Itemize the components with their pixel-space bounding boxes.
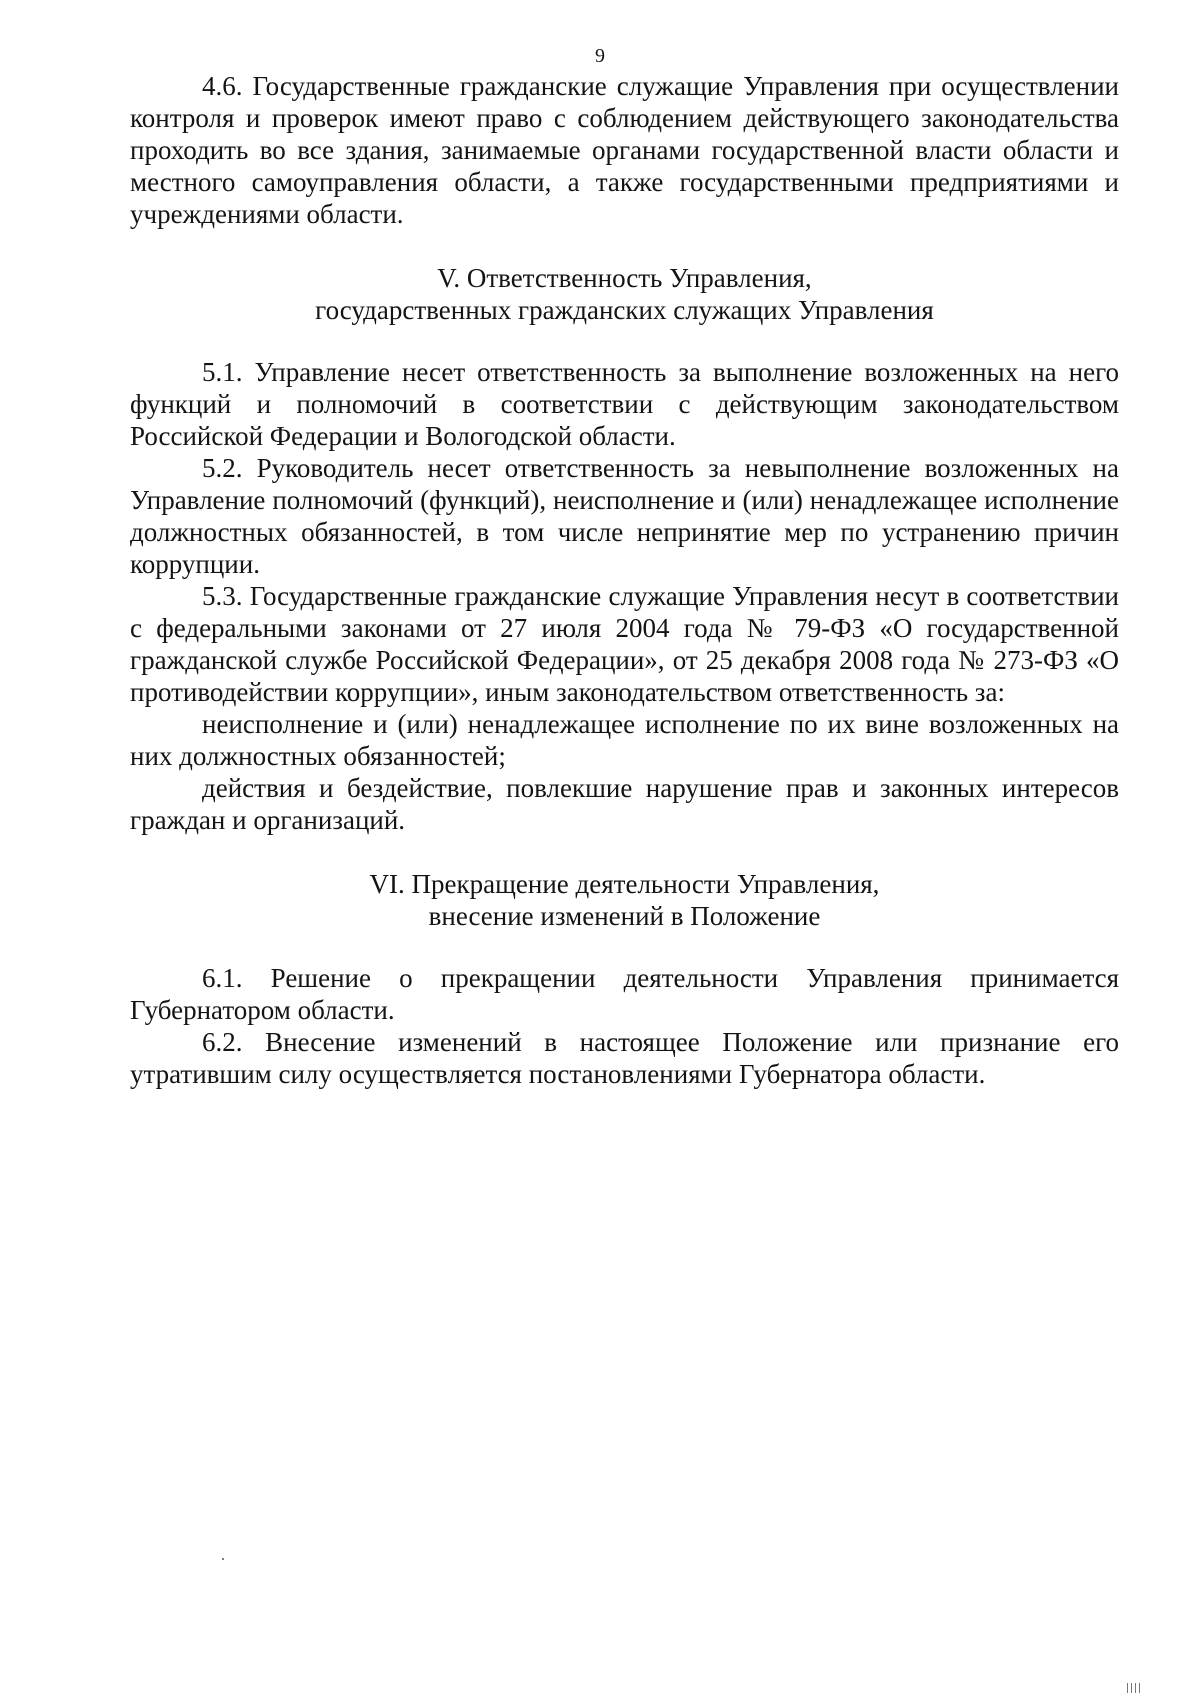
scan-mark (1131, 1683, 1132, 1693)
paragraph-5-3: 5.3. Государственные гражданские служащие Управления несут в соответствии с федеральными законами от 27 июля 2004 года № 79-ФЗ «О государственной гражданской службе Российской Федерации», от 25 декабря 2008 года № 273-ФЗ «О противодействии коррупции», иным законодательством ответственность за: (130, 581, 1119, 707)
section-6-heading-line1: VI. Прекращение деятельности Управления, (369, 869, 880, 899)
paragraph-6-1: 6.1. Решение о прекращении деятельности Управления принимается Губернатором области. (130, 963, 1119, 1025)
scan-edge-marks (1127, 1683, 1140, 1693)
section-5-heading-line2: государственных гражданских служащих Управления (315, 295, 934, 325)
section-6-heading (130, 868, 1119, 932)
scan-mark (1139, 1683, 1140, 1693)
paragraph-5-2: 5.2. Руководитель несет ответственность за невыполнение возложенных на Управление полномочий (функций), неисполнение и (или) ненадлежащее исполнение должностных обязанностей, в том числе непринятие мер по устранению причин коррупции. (130, 453, 1119, 579)
document-body (130, 70, 1119, 1090)
section-5-heading-line1: V. Ответственность Управления, (437, 263, 812, 293)
paragraph-4-6: 4.6. Государственные гражданские служащие Управления при осуществлении контроля и проверок имеют право с соблюдением действующего законодательства проходить во все здания, занимаемые органами государственной власти области и местного самоуправления области, а также государственными предприятиями и учреждениями области. (130, 71, 1119, 229)
paragraph-6-2: 6.2. Внесение изменений в настоящее Положение или признание его утратившим силу осуществляется постановлениями Губернатора области. (130, 1027, 1119, 1089)
scan-mark (1127, 1683, 1128, 1693)
scan-speck (222, 1558, 224, 1560)
section-5-heading (130, 262, 1119, 326)
paragraph-5-3-item-a: неисполнение и (или) ненадлежащее исполнение по их вине возложенных на них должностных обязанностей; (130, 709, 1119, 771)
section-6-heading-line2: внесение изменений в Положение (428, 901, 821, 931)
paragraph-5-3-item-b: действия и бездействие, повлекшие нарушение прав и законных интересов граждан и организаций. (130, 773, 1119, 835)
page-number: 9 (595, 45, 605, 67)
paragraph-5-1: 5.1. Управление несет ответственность за выполнение возложенных на него функций и полномочий в соответствии с действующим законодательством Российской Федерации и Вологодской области. (130, 357, 1119, 451)
scan-mark (1135, 1683, 1136, 1693)
